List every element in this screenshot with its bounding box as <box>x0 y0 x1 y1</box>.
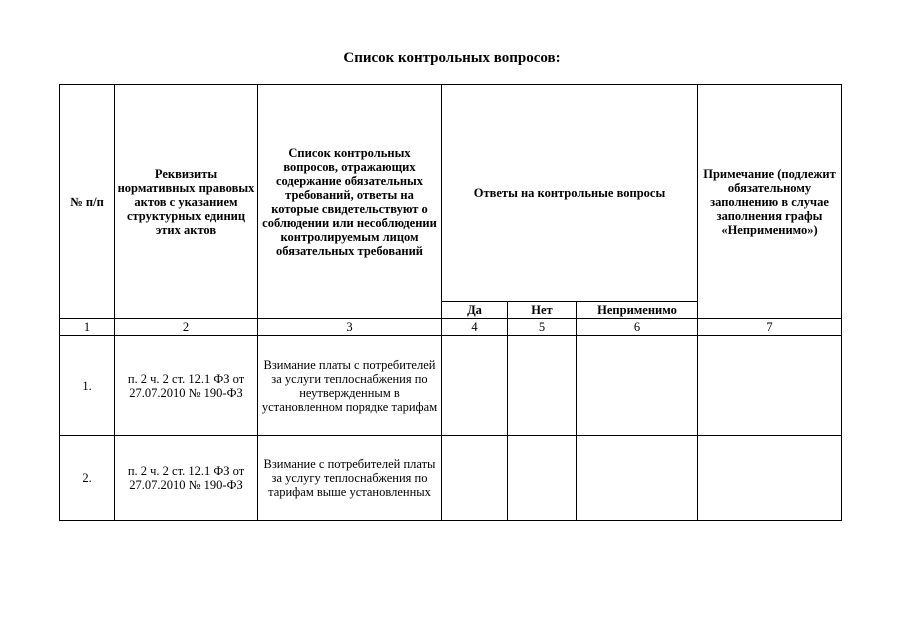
note-cell[interactable] <box>698 336 842 436</box>
column-number: 2 <box>115 319 258 336</box>
answer-no-cell[interactable] <box>508 436 577 521</box>
answer-not-applicable-cell[interactable] <box>577 336 698 436</box>
header-answers: Ответы на контрольные вопросы <box>442 85 698 302</box>
answer-not-applicable-cell[interactable] <box>577 436 698 521</box>
header-questions: Список контрольных вопросов, отражающих содержание обязательных требований, ответы на которые свидетельствуют о соблюдении или несоблюдении контролируемым лицом обязательных требований <box>258 85 442 319</box>
header-no: Нет <box>508 302 577 319</box>
column-number: 7 <box>698 319 842 336</box>
answer-yes-cell[interactable] <box>442 436 508 521</box>
row-legal-act: п. 2 ч. 2 ст. 12.1 ФЗ от 27.07.2010 № 190-ФЗ <box>115 436 258 521</box>
answer-yes-cell[interactable] <box>442 336 508 436</box>
note-cell[interactable] <box>698 436 842 521</box>
column-number: 1 <box>60 319 115 336</box>
column-number: 6 <box>577 319 698 336</box>
header-number: № п/п <box>60 85 115 319</box>
header-legal-acts: Реквизиты нормативных правовых актов с указанием структурных единиц этих актов <box>115 85 258 319</box>
column-number: 4 <box>442 319 508 336</box>
checklist-table <box>59 84 842 521</box>
row-legal-act: п. 2 ч. 2 ст. 12.1 ФЗ от 27.07.2010 № 190-ФЗ <box>115 336 258 436</box>
column-number: 3 <box>258 319 442 336</box>
table-row <box>60 436 842 521</box>
answer-no-cell[interactable] <box>508 336 577 436</box>
header-row <box>60 85 842 302</box>
column-number: 5 <box>508 319 577 336</box>
table-row <box>60 336 842 436</box>
row-question: Взимание платы с потребителей за услуги теплоснабжения по неутвержденным в установленном порядке тарифам <box>258 336 442 436</box>
row-number: 1. <box>60 336 115 436</box>
row-number: 2. <box>60 436 115 521</box>
header-note: Примечание (подлежит обязательному заполнению в случае заполнения графы «Неприменимо») <box>698 85 842 319</box>
header-not-applicable: Неприменимо <box>577 302 698 319</box>
column-numbers-row <box>60 319 842 336</box>
document-title: Список контрольных вопросов: <box>343 50 561 66</box>
row-question: Взимание с потребителей платы за услугу теплоснабжения по тарифам выше установленных <box>258 436 442 521</box>
header-yes: Да <box>442 302 508 319</box>
